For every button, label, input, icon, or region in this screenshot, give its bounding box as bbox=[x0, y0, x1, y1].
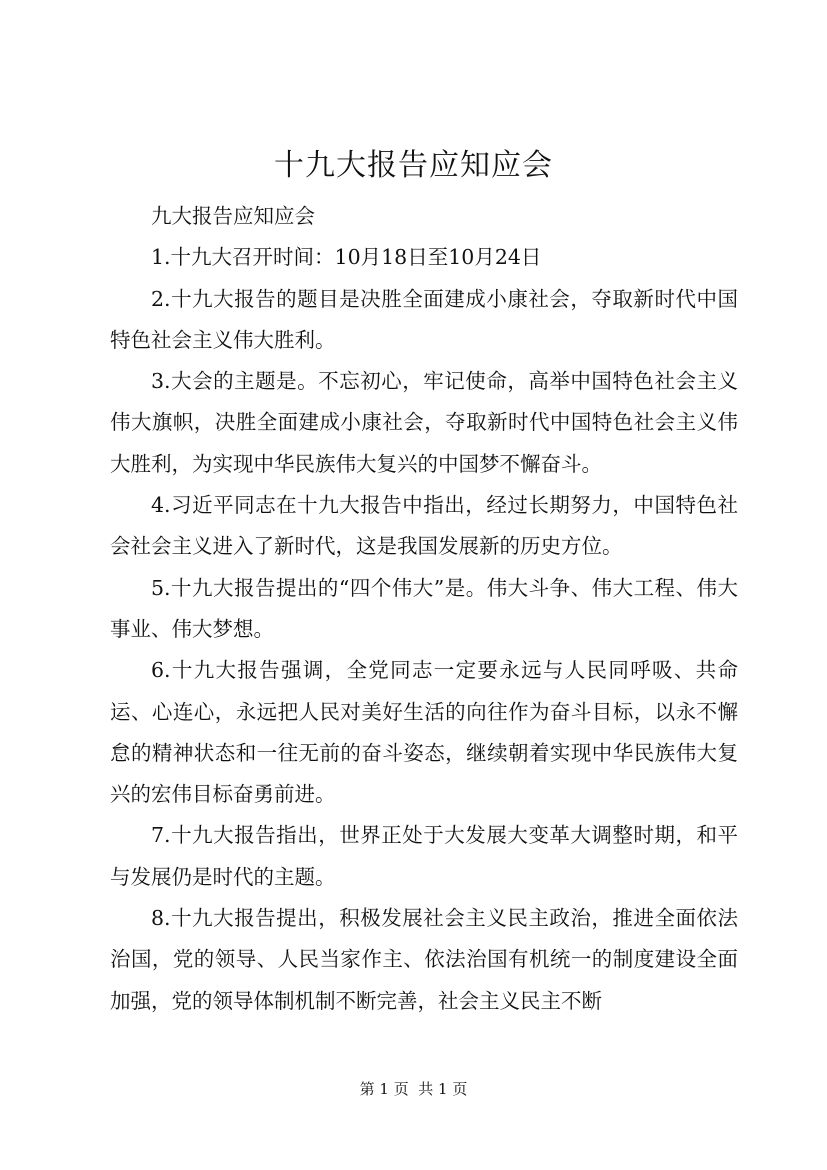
paragraph-subtitle: 九大报告应知应会 bbox=[151, 204, 315, 228]
paragraph-item-3: 3.大会的主题是。不忘初心，牢记使命，高举中国特色社会主义伟大旗帜，决胜全面建成小康社会，夺取新时代中国特色社会主义伟大胜利，为实现中华民族伟大复兴的中国梦不懈奋斗。 bbox=[110, 369, 738, 476]
paragraph-item-5: 5.十九大报告提出的“四个伟大”是。伟大斗争、伟大工程、伟大事业、伟大梦想。 bbox=[110, 575, 738, 641]
paragraph-item-7: 7.十九大报告指出，世界正处于大发展大变革大调整时期，和平与发展仍是时代的主题。 bbox=[110, 823, 738, 889]
document-title: 十九大报告应知应会 bbox=[274, 148, 553, 183]
page-footer: 第 1 页 共 1 页 bbox=[359, 1080, 468, 1098]
paragraph-item-2: 2.十九大报告的题目是决胜全面建成小康社会，夺取新时代中国特色社会主义伟大胜利。 bbox=[110, 286, 738, 352]
document-body bbox=[110, 196, 738, 1022]
paragraph-item-8: 8.十九大报告提出，积极发展社会主义民主政治，推进全面依法治国，党的领导、人民当家作主、依法治国有机统一的制度建设全面加强，党的领导体制机制不断完善，社会主义民主不断 bbox=[110, 906, 738, 1013]
paragraph-item-6: 6.十九大报告强调，全党同志一定要永远与人民同呼吸、共命运、心连心，永远把人民对美好生活的向往作为奋斗目标，以永不懈怠的精神状态和一往无前的奋斗姿态，继续朝着实现中华民族伟大复兴的宏伟目标奋勇前进。 bbox=[110, 658, 738, 807]
paragraph-item-1: 1.十九大召开时间：10月18日至10月24日 bbox=[151, 245, 542, 270]
paragraph-item-4: 4.习近平同志在十九大报告中指出，经过长期努力，中国特色社会社会主义进入了新时代，这是我国发展新的历史方位。 bbox=[110, 493, 738, 559]
